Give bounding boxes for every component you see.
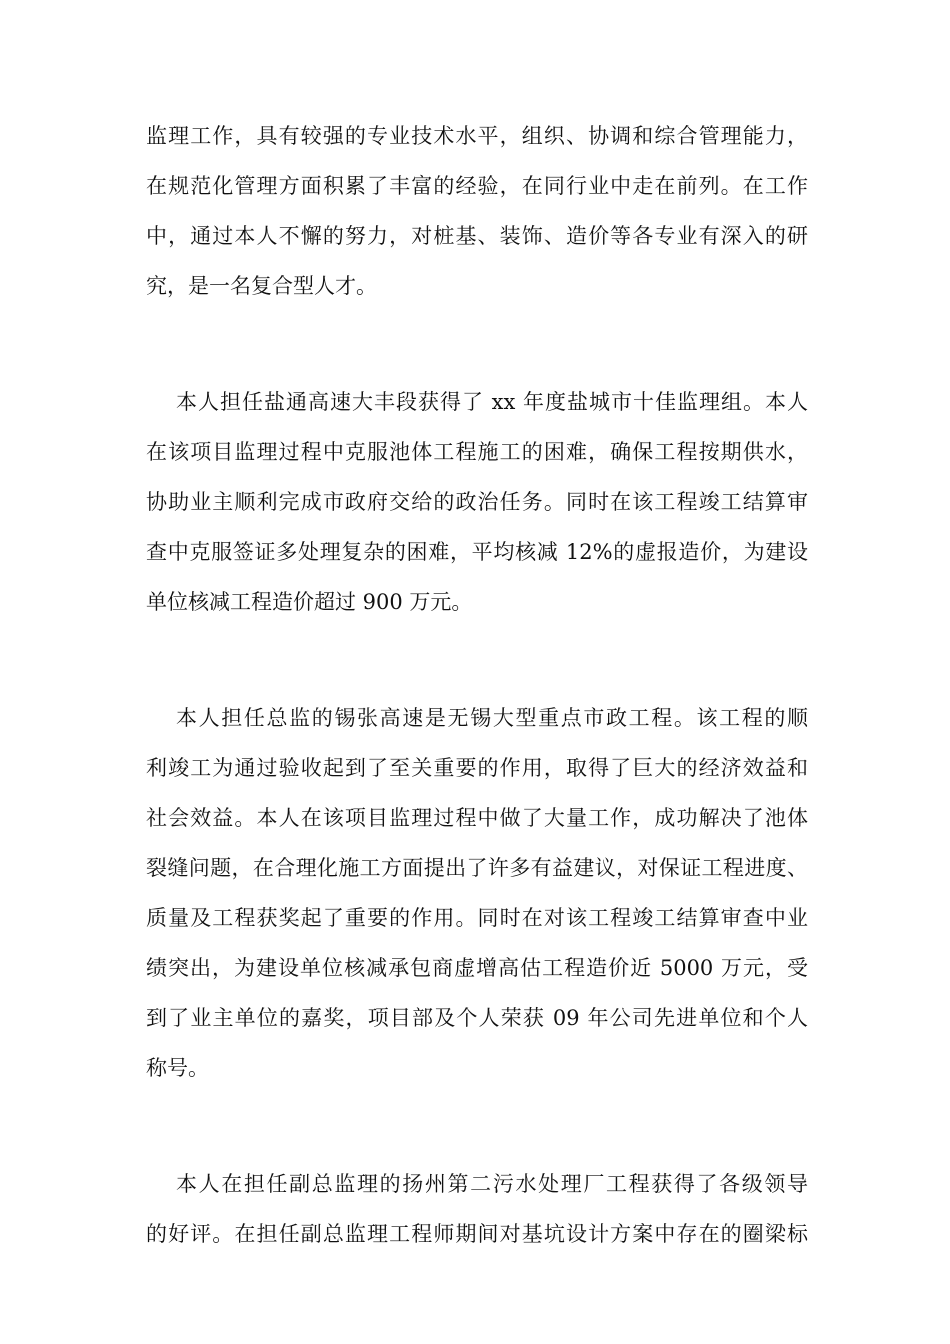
- text-line: 称号。: [146, 1056, 209, 1080]
- text-line: 社会效益。本人在该项目监理过程中做了大量工作，成功解决了池体: [146, 806, 808, 830]
- paragraph-4: [146, 1159, 808, 1259]
- text-line: 在规范化管理方面积累了丰富的经验，在同行业中走在前列。在工作: [146, 174, 808, 198]
- text-line: 绩突出，为建设单位核减承包商虚增高估工程造价近 5000 万元，受: [146, 956, 808, 980]
- text-line: 究，是一名复合型人才。: [146, 274, 377, 298]
- paragraph-2: [146, 377, 808, 627]
- text-line: 的好评。在担任副总监理工程师期间对基坑设计方案中存在的圈梁标: [146, 1222, 808, 1246]
- text-line: 本人担任总监的锡张高速是无锡大型重点市政工程。该工程的顺: [176, 706, 808, 730]
- text-line: 质量及工程获奖起了重要的作用。同时在对该工程竣工结算审查中业: [146, 906, 808, 930]
- text-line: 利竣工为通过验收起到了至关重要的作用，取得了巨大的经济效益和: [146, 756, 808, 780]
- text-line: 到了业主单位的嘉奖，项目部及个人荣获 09 年公司先进单位和个人: [146, 1006, 808, 1030]
- paragraph-1: [146, 111, 808, 311]
- text-line: 监理工作，具有较强的专业技术水平，组织、协调和综合管理能力，: [146, 124, 808, 148]
- text-line: 本人在担任副总监理的扬州第二污水处理厂工程获得了各级领导: [176, 1172, 808, 1196]
- text-line: 裂缝问题，在合理化施工方面提出了许多有益建议，对保证工程进度、: [146, 856, 808, 880]
- text-line: 单位核减工程造价超过 900 万元。: [146, 590, 473, 614]
- text-line: 查中克服签证多处理复杂的困难，平均核减 12%的虚报造价，为建设: [146, 540, 808, 564]
- document-body: [146, 111, 808, 1259]
- paragraph-3: [146, 693, 808, 1093]
- text-line: 协助业主顺利完成市政府交给的政治任务。同时在该工程竣工结算审: [146, 490, 808, 514]
- text-line: 本人担任盐通高速大丰段获得了 xx 年度盐城市十佳监理组。本人: [176, 390, 808, 414]
- text-line: 中，通过本人不懈的努力，对桩基、装饰、造价等各专业有深入的研: [146, 224, 808, 248]
- text-line: 在该项目监理过程中克服池体工程施工的困难，确保工程按期供水，: [146, 440, 808, 464]
